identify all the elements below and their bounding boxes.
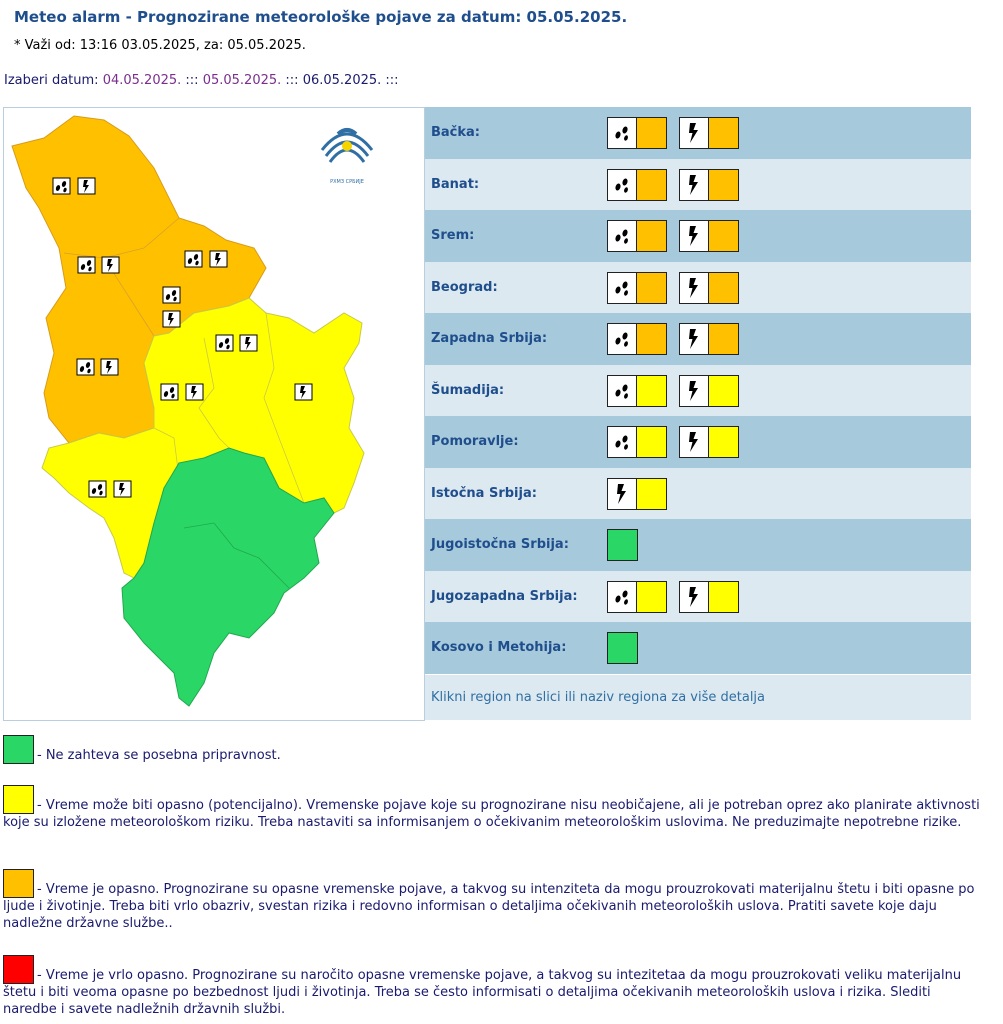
region-name[interactable]: Šumadija:: [431, 382, 505, 398]
warning-level-swatch: [637, 479, 666, 509]
region-name[interactable]: Srem:: [431, 228, 475, 244]
page-title: Meteo alarm - Prognozirane meteorološke pojave za datum: 05.05.2025.: [14, 8, 628, 26]
region-name[interactable]: Beograd:: [431, 279, 498, 295]
rain-icon: [608, 170, 637, 200]
map-lightning-icon: [186, 384, 203, 400]
valid-from: * Važi od: 13:16 03.05.2025, za: 05.05.2025.: [14, 38, 306, 53]
legend-text: - Vreme je vrlo opasno. Prognozirane su naročito opasne vremenske pojave, a takvog su intezitetaa da mogu prouzrokovati veliku materijalnu štetu i biti veoma opasne po bezbednost ljudi i životinja. Treba se često informisati o detaljima očekivanih meteoroloških uslova i rizika. Slediti naredbe i savete nadležnih državnih službi.: [3, 968, 962, 1017]
warning-indicator: [607, 272, 667, 304]
legend-swatch-orange: [3, 869, 34, 898]
warning-indicator: [679, 169, 739, 201]
legend-orange: [3, 869, 988, 932]
warning-indicator: [607, 117, 667, 149]
rain-icon: [608, 221, 637, 251]
lightning-icon: [680, 221, 709, 251]
warning-indicator: [607, 169, 667, 201]
region-row[interactable]: [425, 210, 971, 262]
region-name[interactable]: Banat:: [431, 176, 480, 192]
warning-level-swatch: [709, 376, 738, 406]
legend-swatch-green: [3, 735, 34, 764]
warning-indicator: [679, 220, 739, 252]
legend-text: - Ne zahteva se posebna pripravnost.: [37, 748, 281, 763]
map-rain-icon: [89, 481, 106, 497]
date-link-1[interactable]: 05.05.2025.: [202, 73, 282, 88]
rain-icon: [608, 118, 637, 148]
legend-swatch-red: [3, 955, 34, 984]
lightning-icon: [680, 273, 709, 303]
map-lightning-icon: [163, 311, 180, 327]
map-rain-icon: [185, 251, 202, 267]
region-row[interactable]: [425, 365, 971, 417]
map-rain-icon: [78, 257, 95, 273]
warning-level-swatch: [709, 273, 738, 303]
warning-indicator: [607, 220, 667, 252]
map-rain-icon: [163, 287, 180, 303]
warning-level-swatch: [607, 529, 638, 561]
region-row[interactable]: [425, 107, 971, 159]
region-row[interactable]: [425, 519, 971, 571]
warning-level-swatch: [709, 221, 738, 251]
legend-text: - Vreme može biti opasno (potencijalno). Vremenske pojave koje su prognozirane nisu neobičajene, ali je potreban oprez ako planirate aktivnosti koje su izložene meteorološkom riziku. Treba nastaviti sa informisanjem o očekivanim meteorološkim uslovima. Ne preduzimajte nepotrebne rizike.: [3, 798, 980, 830]
warning-level-swatch: [709, 324, 738, 354]
warning-indicator: [607, 478, 667, 510]
date-separator: :::: [385, 73, 399, 88]
logo-text: РХМЗ СРБИЈЕ: [330, 179, 364, 185]
lightning-icon: [680, 376, 709, 406]
region-row[interactable]: [425, 416, 971, 468]
region-name[interactable]: Zapadna Srbija:: [431, 331, 548, 347]
rain-icon: [608, 427, 637, 457]
rain-icon: [608, 376, 637, 406]
date-link-0[interactable]: 04.05.2025.: [102, 73, 182, 88]
warning-indicator: [679, 323, 739, 355]
warning-indicator: [607, 323, 667, 355]
warning-level-swatch: [637, 427, 666, 457]
region-name[interactable]: Jugoistočna Srbija:: [431, 537, 569, 553]
warning-level-swatch: [637, 118, 666, 148]
date-link-2[interactable]: 06.05.2025.: [302, 73, 382, 88]
warning-indicator: [607, 581, 667, 613]
warning-level-swatch: [637, 376, 666, 406]
region-row[interactable]: [425, 313, 971, 365]
date-picker: [4, 73, 399, 88]
lightning-icon: [608, 479, 637, 509]
region-row[interactable]: [425, 571, 971, 623]
map-hint: Klikni region na slici ili naziv regiona za više detalja: [425, 675, 971, 720]
warning-level-swatch: [637, 221, 666, 251]
warning-indicator: [679, 426, 739, 458]
region-name[interactable]: Pomoravlje:: [431, 434, 519, 450]
warning-level-swatch: [709, 427, 738, 457]
map-lightning-icon: [78, 178, 95, 194]
warning-level-swatch: [637, 273, 666, 303]
region-name[interactable]: Kosovo i Metohija:: [431, 640, 567, 656]
lightning-icon: [680, 170, 709, 200]
warning-indicator: [679, 581, 739, 613]
map-rain-icon: [216, 335, 233, 351]
legend-green: [3, 735, 988, 764]
map-rain-icon: [53, 178, 70, 194]
legend-swatch-yellow: [3, 785, 34, 814]
date-separator: :::: [285, 73, 299, 88]
warning-level-swatch: [709, 170, 738, 200]
rain-icon: [608, 324, 637, 354]
map-lightning-icon: [101, 359, 118, 375]
map-lightning-icon: [114, 481, 131, 497]
map-rain-icon: [161, 384, 178, 400]
warning-level-swatch: [709, 582, 738, 612]
legend-red: [3, 955, 988, 1018]
warning-indicator: [607, 375, 667, 407]
warning-level-swatch: [637, 324, 666, 354]
region-row[interactable]: [425, 262, 971, 314]
warning-level-swatch: [709, 118, 738, 148]
map-lightning-icon: [240, 335, 257, 351]
warning-indicator: [679, 375, 739, 407]
map-lightning-icon: [210, 251, 227, 267]
region-row[interactable]: [425, 622, 971, 674]
lightning-icon: [680, 427, 709, 457]
map-rain-icon: [77, 359, 94, 375]
warning-indicator: [679, 272, 739, 304]
legend-text: - Vreme je opasno. Prognozirane su opasne vremenske pojave, a takvog su intenziteta da mogu prouzrokovati materijalnu štetu i biti opasne po ljude i životinje. Treba biti vrlo obazriv, svestan rizika i redovno informisan o detaljima očekivanih meteoroloških uslova. Pratiti savete koje daju nadležne državne službe..: [3, 882, 975, 931]
lightning-icon: [680, 582, 709, 612]
warning-indicator: [679, 117, 739, 149]
lightning-icon: [680, 324, 709, 354]
legend-yellow: [3, 785, 988, 831]
serbia-map: [3, 107, 425, 721]
warning-level-swatch: [637, 170, 666, 200]
rain-icon: [608, 582, 637, 612]
warning-level-swatch: [637, 582, 666, 612]
region-table: [425, 107, 971, 674]
region-name[interactable]: Istočna Srbija:: [431, 485, 537, 501]
date-separator: :::: [185, 73, 199, 88]
warning-indicator: [607, 426, 667, 458]
region-name[interactable]: Bačka:: [431, 125, 481, 141]
region-name[interactable]: Jugozapadna Srbija:: [431, 588, 578, 604]
warning-level-swatch: [607, 632, 638, 664]
lightning-icon: [680, 118, 709, 148]
date-picker-label: Izaberi datum:: [4, 73, 99, 88]
rain-icon: [608, 273, 637, 303]
region-row[interactable]: [425, 159, 971, 211]
map-lightning-icon: [295, 384, 312, 400]
rhmz-logo: [319, 120, 375, 185]
region-row[interactable]: [425, 468, 971, 520]
map-lightning-icon: [102, 257, 119, 273]
